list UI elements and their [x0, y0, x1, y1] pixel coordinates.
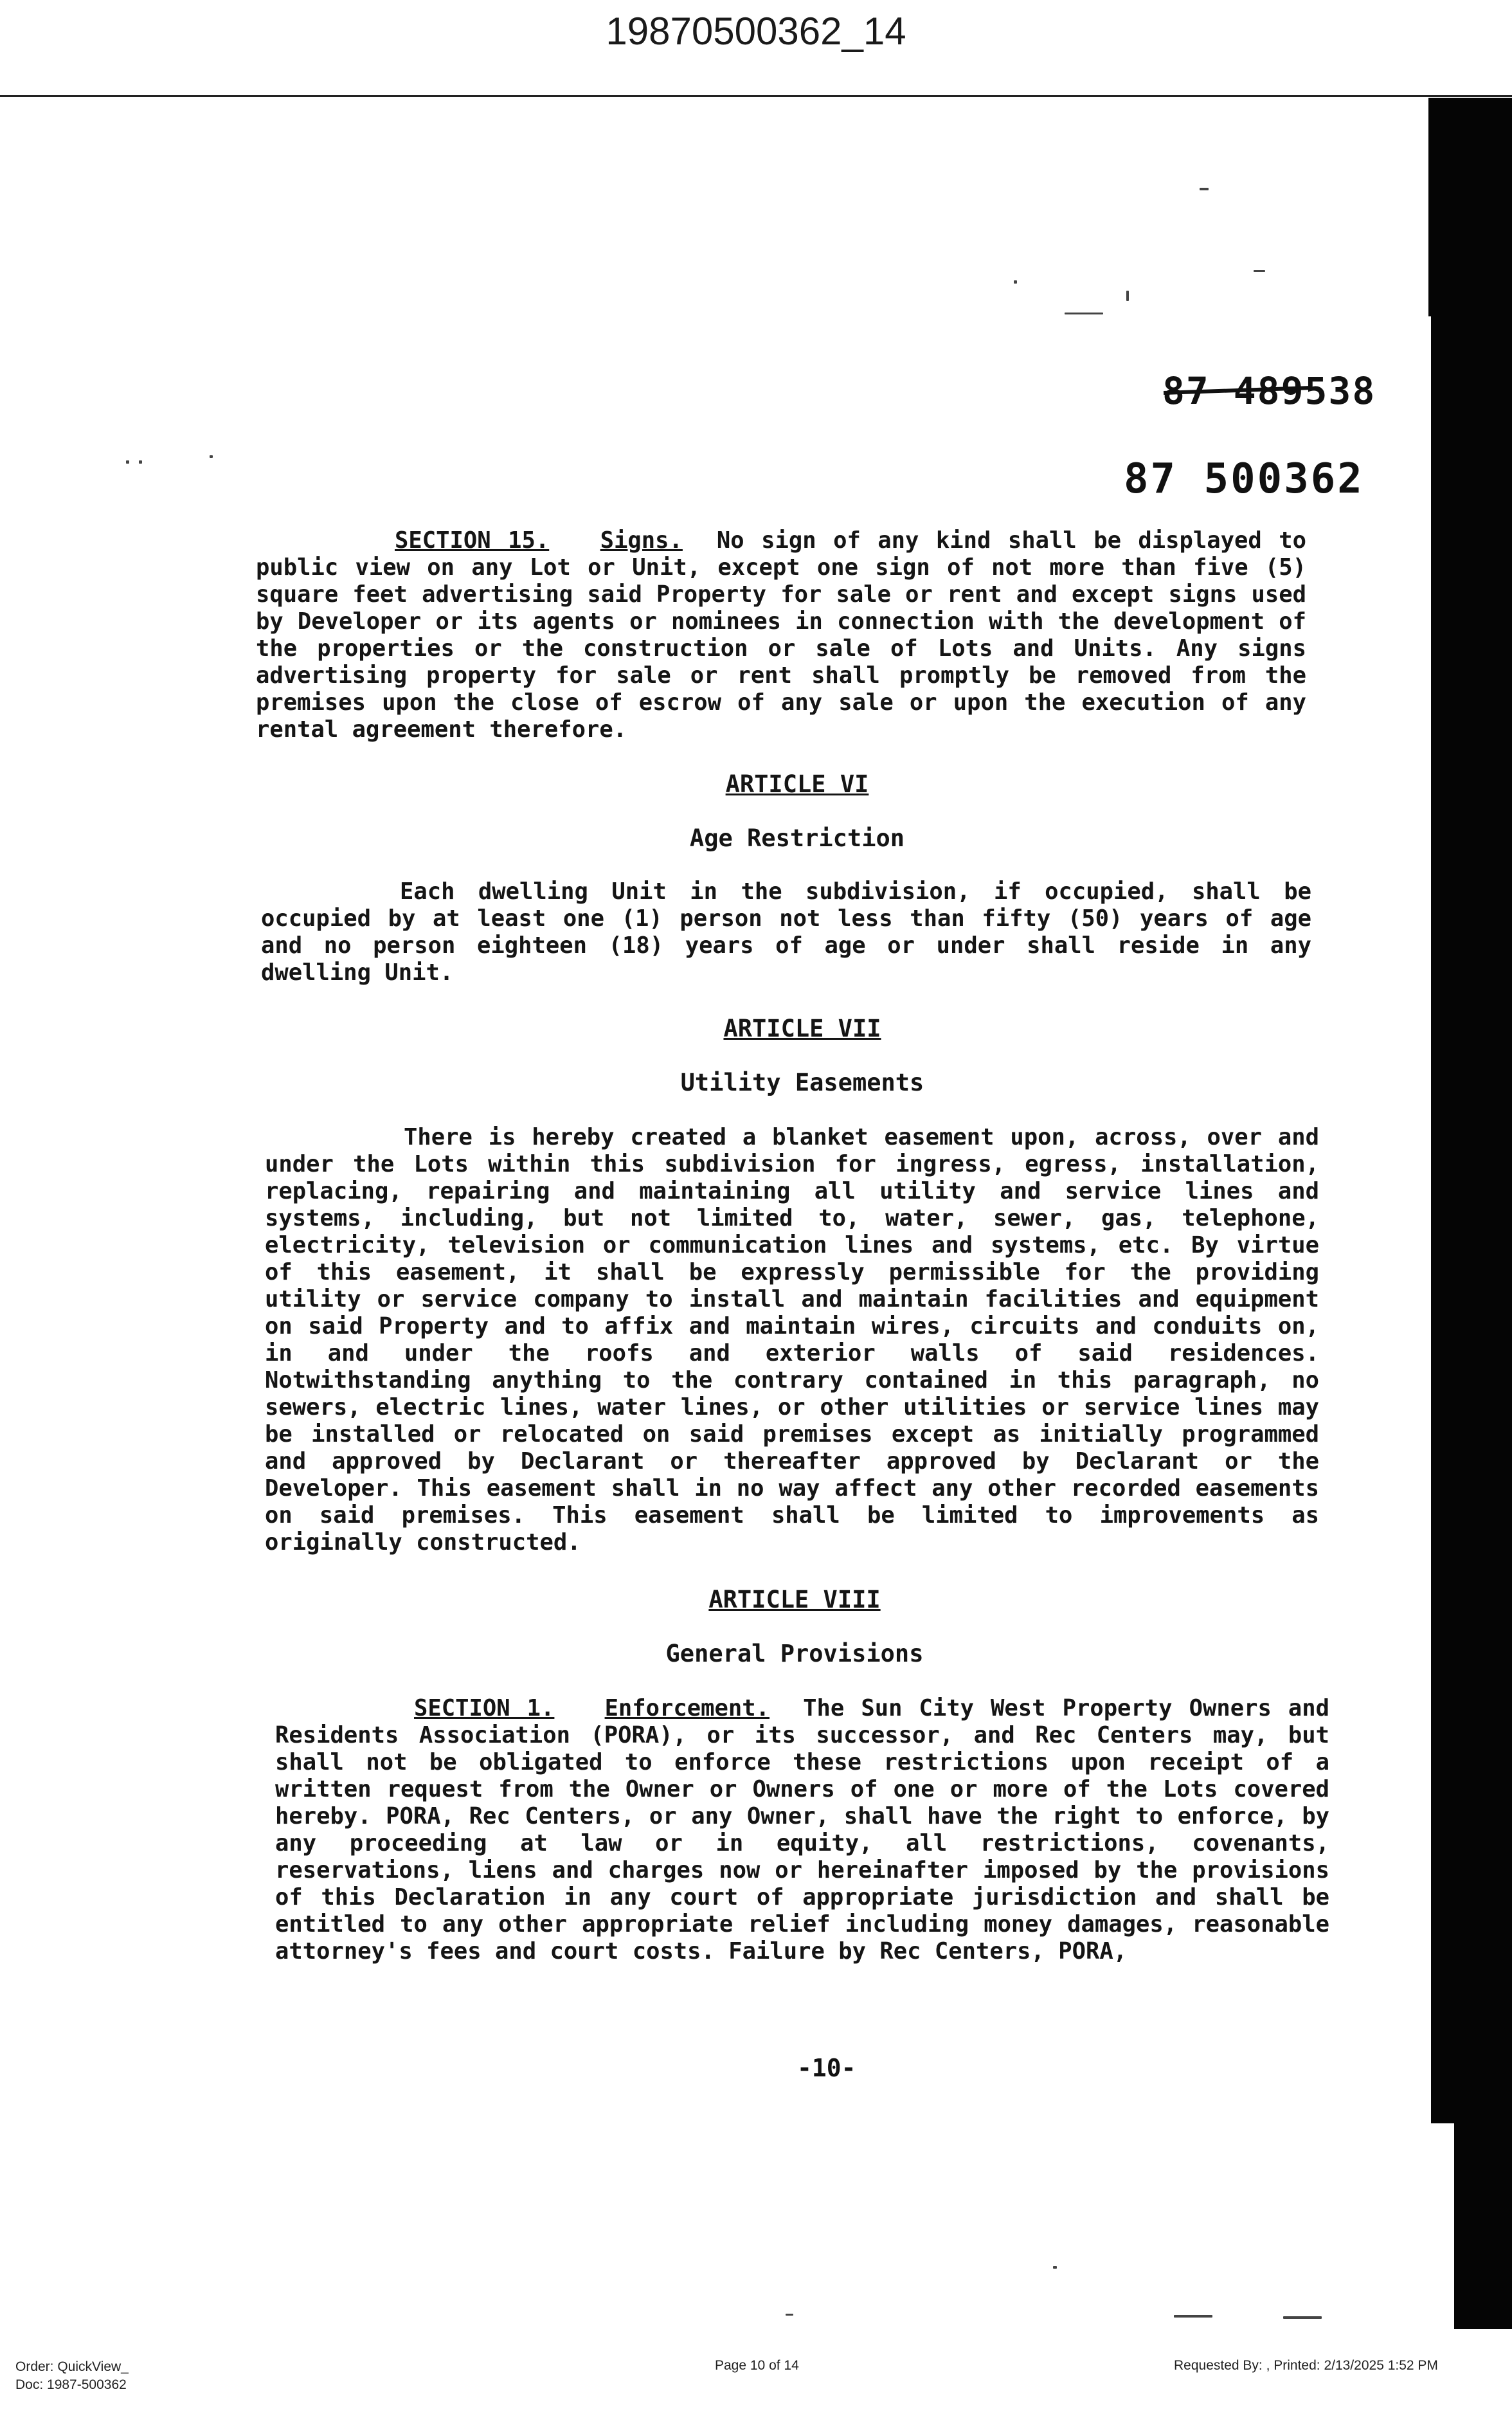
article-6-subheading: Age Restriction [689, 824, 905, 852]
scan-speck [1174, 2315, 1212, 2318]
scan-speck [139, 460, 142, 464]
article-8-heading: ARTICLE VIII [708, 1586, 881, 1613]
document-id-header: 19870500362_14 [606, 10, 906, 53]
article-7-subheading: Utility Easements [680, 1069, 924, 1096]
section-15-title: Signs. [600, 527, 683, 554]
page-number: -10- [797, 2054, 856, 2082]
footer-doc: Doc: 1987-500362 [15, 2377, 127, 2392]
footer-page-count: Page 10 of 14 [715, 2358, 799, 2373]
scan-speck [786, 2314, 793, 2316]
article-6-paragraph [261, 878, 1311, 986]
section-15-heading: SECTION 15. [395, 527, 550, 554]
article-8-section-1-heading: SECTION 1. [414, 1695, 555, 1721]
scan-speck [1126, 291, 1129, 301]
footer-order-info [15, 2358, 129, 2394]
scan-edge-shadow [1454, 2123, 1512, 2329]
scan-speck [1283, 2316, 1322, 2319]
article-8-section-1-body: The Sun City West Property Owners and Residents Association (PORA), or its successor, and Rec Centers may, but shall not be obligated to enforce these restrictions upon receipt of a written request from the Owner or Owners of one or more of the Lots covered hereby. PORA, Rec Centers, or any Owner, shall have the right to enforce, by any proceeding at law or in equity, all restrictions, covenants, reservations, liens and charges now or hereinafter imposed by the provisions of this Declaration in any court of appropriate jurisdiction and shall be entitled to any other appropriate relief including money damages, reasonable attorney's fees and court costs. Failure by Rec Centers, PORA, [275, 1695, 1330, 1965]
scan-speck [126, 460, 129, 464]
scan-speck [1014, 280, 1017, 284]
article-7-body: There is hereby created a blanket easement upon, across, over and under the Lots within this subdivision for ingress, egress, installation, replacing, repairing and maintaining all utility and service lines and systems, including, but not limited to, water, sewer, gas, telephone, electricity, television or communication lines and systems, etc. By virtue of this easement, it shall be expressly permissible for the providing utility or service company to install and maintain facilities and equipment on said Property and to affix and maintain wires, circuits and conduits on, in and under the roofs and exterior walls of said residences. Notwithstanding anything to the contrary contained in this paragraph, no sewers, electric lines, water lines, or other utilities or service lines may be installed or relocated on said premises except as initially programmed and approved by Declarant or thereafter approved by Declarant or the Developer. This easement shall in no way affect any other recorded easements on said premises. This easement shall be limited to improvements as originally constructed. [265, 1124, 1319, 1556]
header-divider [0, 95, 1512, 97]
scan-speck [1200, 188, 1209, 190]
article-6-heading: ARTICLE VI [725, 770, 869, 798]
scan-speck [1065, 313, 1103, 314]
section-15-paragraph [256, 527, 1306, 743]
recording-number: 87 500362 [1124, 455, 1364, 503]
scan-speck [210, 455, 213, 458]
article-7-paragraph [265, 1124, 1319, 1556]
scan-speck [1254, 270, 1265, 272]
article-8-section-1-title: Enforcement. [604, 1695, 770, 1721]
footer-request-info: Requested By: , Printed: 2/13/2025 1:52 PM [1174, 2358, 1438, 2373]
superseded-recording-number: 87 489538 [1162, 369, 1376, 413]
section-15-body: No sign of any kind shall be displayed to public view on any Lot or Unit, except one sign of not more than five (5) square feet advertising said Property for sale or rent and except signs used by Developer or its agents or nominees in connection with the development of the properties or the construction or sale of Lots and Units. Any signs advertising property for sale or rent shall promptly be removed from the premises upon the close of escrow of any sale or upon the execution of any rental agreement therefore. [256, 527, 1306, 743]
scan-edge-shadow [1431, 316, 1512, 2123]
article-6-body: Each dwelling Unit in the subdivision, if occupied, shall be occupied by at least one (1) person not less than fifty (50) years of age and no person eighteen (18) years of age or under shall reside in any dwelling Unit. [261, 878, 1311, 986]
article-8-subheading: General Provisions [665, 1640, 924, 1667]
article-7-heading: ARTICLE VII [723, 1015, 881, 1042]
footer-order: Order: QuickView_ [15, 2359, 129, 2374]
scan-edge-shadow [1428, 98, 1512, 316]
article-8-section-1-paragraph [275, 1695, 1329, 1965]
scan-speck [1053, 2266, 1057, 2269]
